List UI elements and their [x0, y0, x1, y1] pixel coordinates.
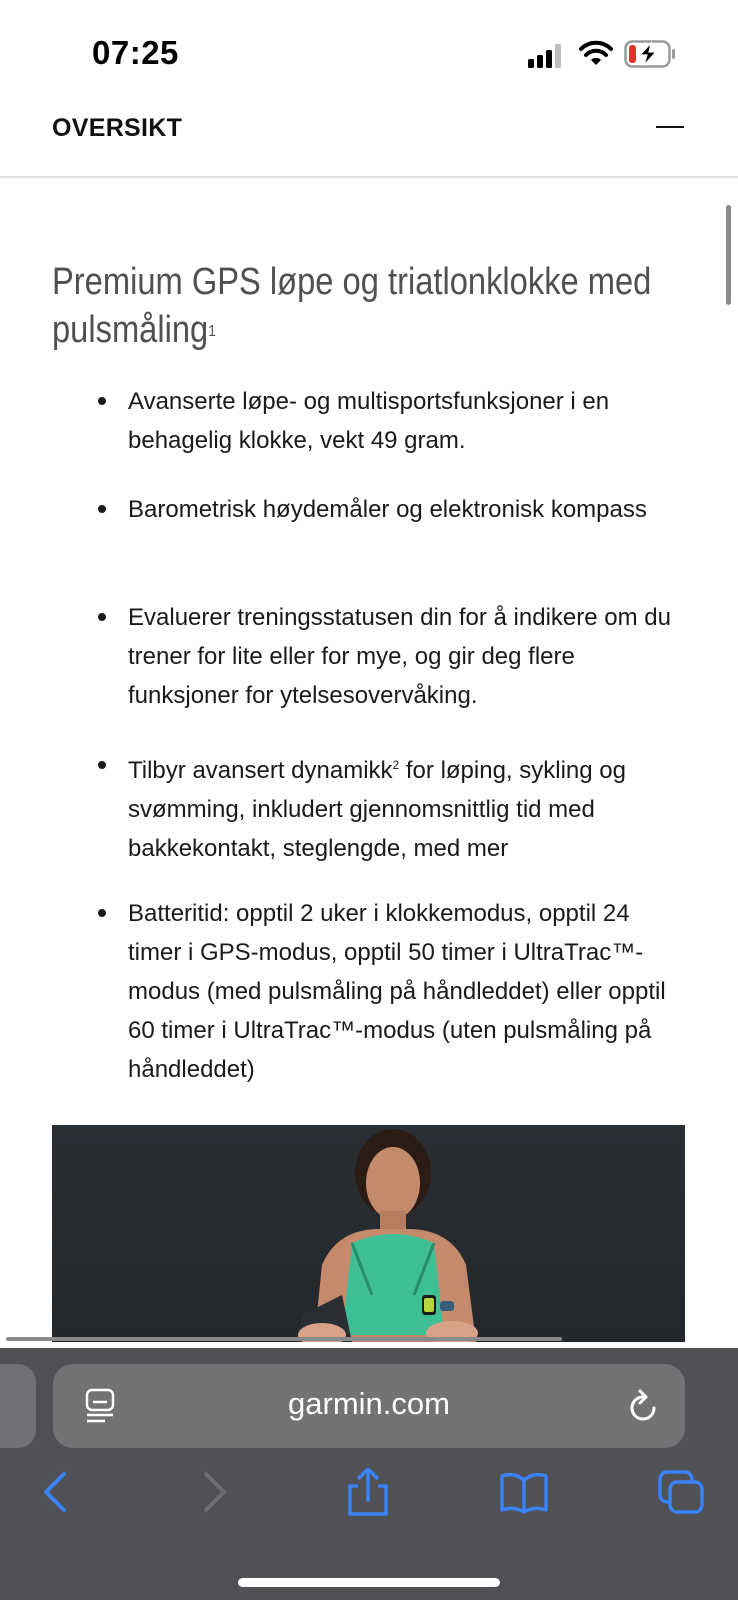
bullet	[98, 761, 106, 769]
athlete-photo	[52, 1125, 685, 1342]
previous-tab-preview[interactable]	[0, 1364, 36, 1448]
back-chevron-icon[interactable]	[32, 1468, 80, 1516]
feature-text: Barometrisk høydemåler og elektronisk kompass	[128, 496, 647, 523]
wifi-icon	[578, 40, 614, 68]
vertical-scrollbar[interactable]	[726, 205, 731, 305]
home-indicator[interactable]	[238, 1578, 500, 1587]
feature-text: Avanserte løpe- og multisportsfunksjoner i en behagelig klokke, vekt 49 gram.	[128, 388, 610, 454]
collapse-button[interactable]	[650, 112, 690, 142]
bullet	[98, 909, 106, 917]
reload-icon[interactable]	[625, 1386, 661, 1426]
footnote-2: 2	[392, 758, 400, 772]
horizontal-scrollbar[interactable]	[6, 1337, 562, 1341]
url-text: garmin.com	[288, 1386, 450, 1421]
forward-chevron-icon[interactable]	[190, 1468, 238, 1516]
footnote-1: 1	[208, 323, 216, 340]
address-bar[interactable]	[53, 1364, 685, 1448]
feature-text: Evaluerer treningsstatusen din for å indikere om du trener for lite eller for mye, og gir deg flere funksjoner for ytelsesovervåking.	[128, 604, 671, 709]
product-title-text: Premium GPS løpe og triatlonklokke med pulsmåling	[52, 261, 652, 351]
feature-text-part: Tilbyr avansert dynamikk	[128, 757, 393, 784]
bookmarks-book-icon[interactable]	[500, 1468, 548, 1516]
status-time: 07:25	[92, 34, 179, 71]
athlete-illustration	[52, 1125, 685, 1342]
feature-text-part: for løping, sykling og svømming, inkludert gjennomsnittlig tid med bakkekontakt, steglengde, med mer	[128, 757, 626, 862]
bullet	[98, 505, 106, 513]
status-bar	[0, 0, 738, 100]
tabs-icon[interactable]	[658, 1468, 706, 1516]
feature-text	[128, 746, 688, 868]
feature-text: Batteritid: opptil 2 uker i klokkemodus, opptil 24 timer i GPS-modus, opptil 50 timer i UltraTrac™-modus (med pulsmåling på håndleddet) eller opptil 60 timer i UltraTrac™-modus (uten pulsmåling på håndleddet)	[128, 900, 666, 1083]
cellular-signal-icon	[528, 44, 564, 68]
section-title: OVERSIKT	[52, 114, 183, 142]
product-title	[52, 258, 692, 354]
minus-icon	[656, 126, 684, 128]
browser-toolbar	[0, 1348, 738, 1600]
bullet	[98, 613, 106, 621]
overview-section-header[interactable]	[0, 100, 738, 178]
battery-charging-icon	[624, 40, 676, 68]
share-icon[interactable]	[344, 1468, 392, 1516]
bullet	[98, 397, 106, 405]
